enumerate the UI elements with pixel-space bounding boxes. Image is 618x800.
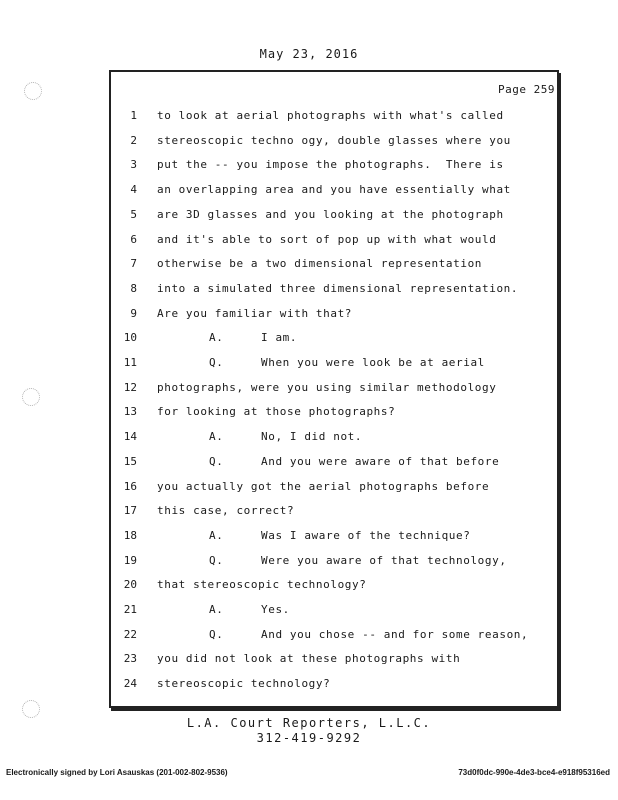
- transcript-line: [111, 205, 557, 225]
- line-body: And you were aware of that before: [261, 454, 500, 468]
- line-number: 8: [130, 281, 137, 295]
- line-body: you actually got the aerial photographs before: [157, 479, 490, 493]
- line-number: 15: [123, 454, 137, 468]
- transcript-line: [111, 106, 557, 126]
- line-body: Yes.: [261, 603, 290, 616]
- transcript-line: [111, 155, 557, 175]
- line-number: 2: [130, 133, 137, 147]
- line-number: 14: [123, 430, 137, 444]
- transcript-line: [111, 575, 557, 595]
- line-text: [157, 205, 504, 225]
- transcript-line: [111, 526, 557, 546]
- line-body: stereoscopic technology?: [157, 677, 331, 691]
- line-text: [157, 477, 489, 497]
- line-text: [157, 230, 496, 250]
- line-body: and it's able to sort of pop up with what would: [157, 232, 497, 246]
- transcript-date: May 23, 2016: [259, 47, 359, 61]
- line-number: 3: [130, 158, 137, 172]
- line-number: 13: [123, 405, 137, 419]
- speaker-label: Q.: [209, 553, 224, 567]
- line-body: you did not look at these photographs with: [157, 652, 461, 666]
- speaker-label: A.: [209, 430, 224, 444]
- transcript-line: [111, 625, 557, 645]
- transcript-line: [111, 427, 557, 447]
- line-body: to look at aerial photographs with what's called: [157, 109, 504, 122]
- transcript-line: [111, 304, 557, 324]
- line-number: 24: [123, 677, 137, 691]
- line-body: into a simulated three dimensional representation.: [157, 281, 519, 295]
- line-text: [209, 551, 507, 571]
- speaker-label: A.: [209, 528, 224, 542]
- line-body: this case, correct?: [157, 504, 295, 518]
- line-body: an overlapping area and you have essentially what: [157, 183, 511, 197]
- line-number: 17: [123, 504, 137, 518]
- line-text: [157, 378, 496, 398]
- line-text: [209, 600, 290, 620]
- transcript-line: [111, 649, 557, 669]
- line-number: 23: [123, 652, 137, 666]
- speaker-label: Q.: [209, 627, 224, 641]
- line-text: [209, 427, 362, 447]
- line-body: I am.: [261, 331, 298, 345]
- line-text: [157, 131, 511, 151]
- transcript-line: [111, 674, 557, 694]
- line-number: 5: [130, 207, 137, 221]
- transcript-line: [111, 501, 557, 521]
- transcript-line: [111, 131, 557, 151]
- line-body: photographs, were you using similar methodology: [157, 380, 497, 394]
- speaker-label: A.: [209, 603, 224, 616]
- line-number: 7: [130, 257, 137, 271]
- line-number: 20: [123, 578, 137, 592]
- transcript-line: [111, 477, 557, 497]
- line-number: 11: [123, 356, 137, 369]
- transcript-line: [111, 402, 557, 422]
- court-reporter-name: L.A. Court Reporters, L.L.C.: [186, 716, 432, 730]
- line-text: [157, 180, 511, 200]
- line-body: Were you aware of that technology,: [261, 553, 507, 567]
- line-text: [209, 625, 528, 645]
- line-body: are 3D glasses and you looking at the photograph: [157, 207, 504, 221]
- line-text: [157, 402, 395, 422]
- line-body: When you were look be at aerial: [261, 356, 485, 369]
- page-number: Page 259: [498, 83, 555, 96]
- line-body: No, I did not.: [261, 430, 363, 444]
- line-number: 16: [123, 479, 137, 493]
- line-text: [209, 353, 485, 373]
- line-text: [157, 501, 294, 521]
- line-text: [157, 649, 460, 669]
- line-body: And you chose -- and for some reason,: [261, 627, 529, 641]
- line-number: 22: [123, 627, 137, 641]
- line-body: Are you familiar with that?: [157, 306, 353, 320]
- line-number: 4: [130, 183, 137, 197]
- line-number: 6: [130, 232, 137, 246]
- line-body: Was I aware of the technique?: [261, 528, 471, 542]
- line-text: [157, 674, 330, 694]
- line-text: [157, 279, 518, 299]
- line-body: put the -- you impose the photographs. There is: [157, 158, 504, 172]
- transcript-line: [111, 353, 557, 373]
- line-body: for looking at those photographs?: [157, 405, 396, 419]
- line-body: otherwise be a two dimensional representation: [157, 257, 483, 271]
- electronic-signature-note: Electronically signed by Lori Asauskas (201-002-802-9536): [6, 768, 228, 777]
- document-id: 73d0f0dc-990e-4de3-bce4-e918f95316ed: [458, 768, 610, 777]
- transcript-line: [111, 230, 557, 250]
- transcript-line: [111, 254, 557, 274]
- transcript-page-frame: [109, 70, 559, 708]
- court-reporter-phone: 312-419-9292: [256, 731, 362, 745]
- line-number: 19: [123, 553, 137, 567]
- transcript-line: [111, 279, 557, 299]
- line-number: 1: [130, 109, 137, 122]
- line-text: [157, 254, 482, 274]
- line-number: 9: [130, 306, 137, 320]
- transcript-line: [111, 600, 557, 620]
- binder-hole-mark: [24, 82, 42, 100]
- line-number: 18: [123, 528, 137, 542]
- speaker-label: Q.: [209, 454, 224, 468]
- transcript-line: [111, 551, 557, 571]
- transcript-line: [111, 378, 557, 398]
- binder-hole-mark: [22, 388, 40, 406]
- transcript-line: [111, 180, 557, 200]
- speaker-label: A.: [209, 331, 224, 345]
- line-text: [157, 106, 504, 126]
- line-text: [209, 328, 297, 348]
- line-text: [157, 575, 366, 595]
- line-text: [157, 304, 352, 324]
- line-number: 12: [123, 380, 137, 394]
- line-number: 21: [123, 603, 137, 616]
- line-body: stereoscopic techno ogy, double glasses where you: [157, 133, 511, 147]
- line-body: that stereoscopic technology?: [157, 578, 367, 592]
- transcript-line: [111, 452, 557, 472]
- line-text: [209, 452, 499, 472]
- line-text: [157, 155, 504, 175]
- line-text: [209, 526, 470, 546]
- line-number: 10: [123, 331, 137, 345]
- speaker-label: Q.: [209, 356, 224, 369]
- transcript-line: [111, 328, 557, 348]
